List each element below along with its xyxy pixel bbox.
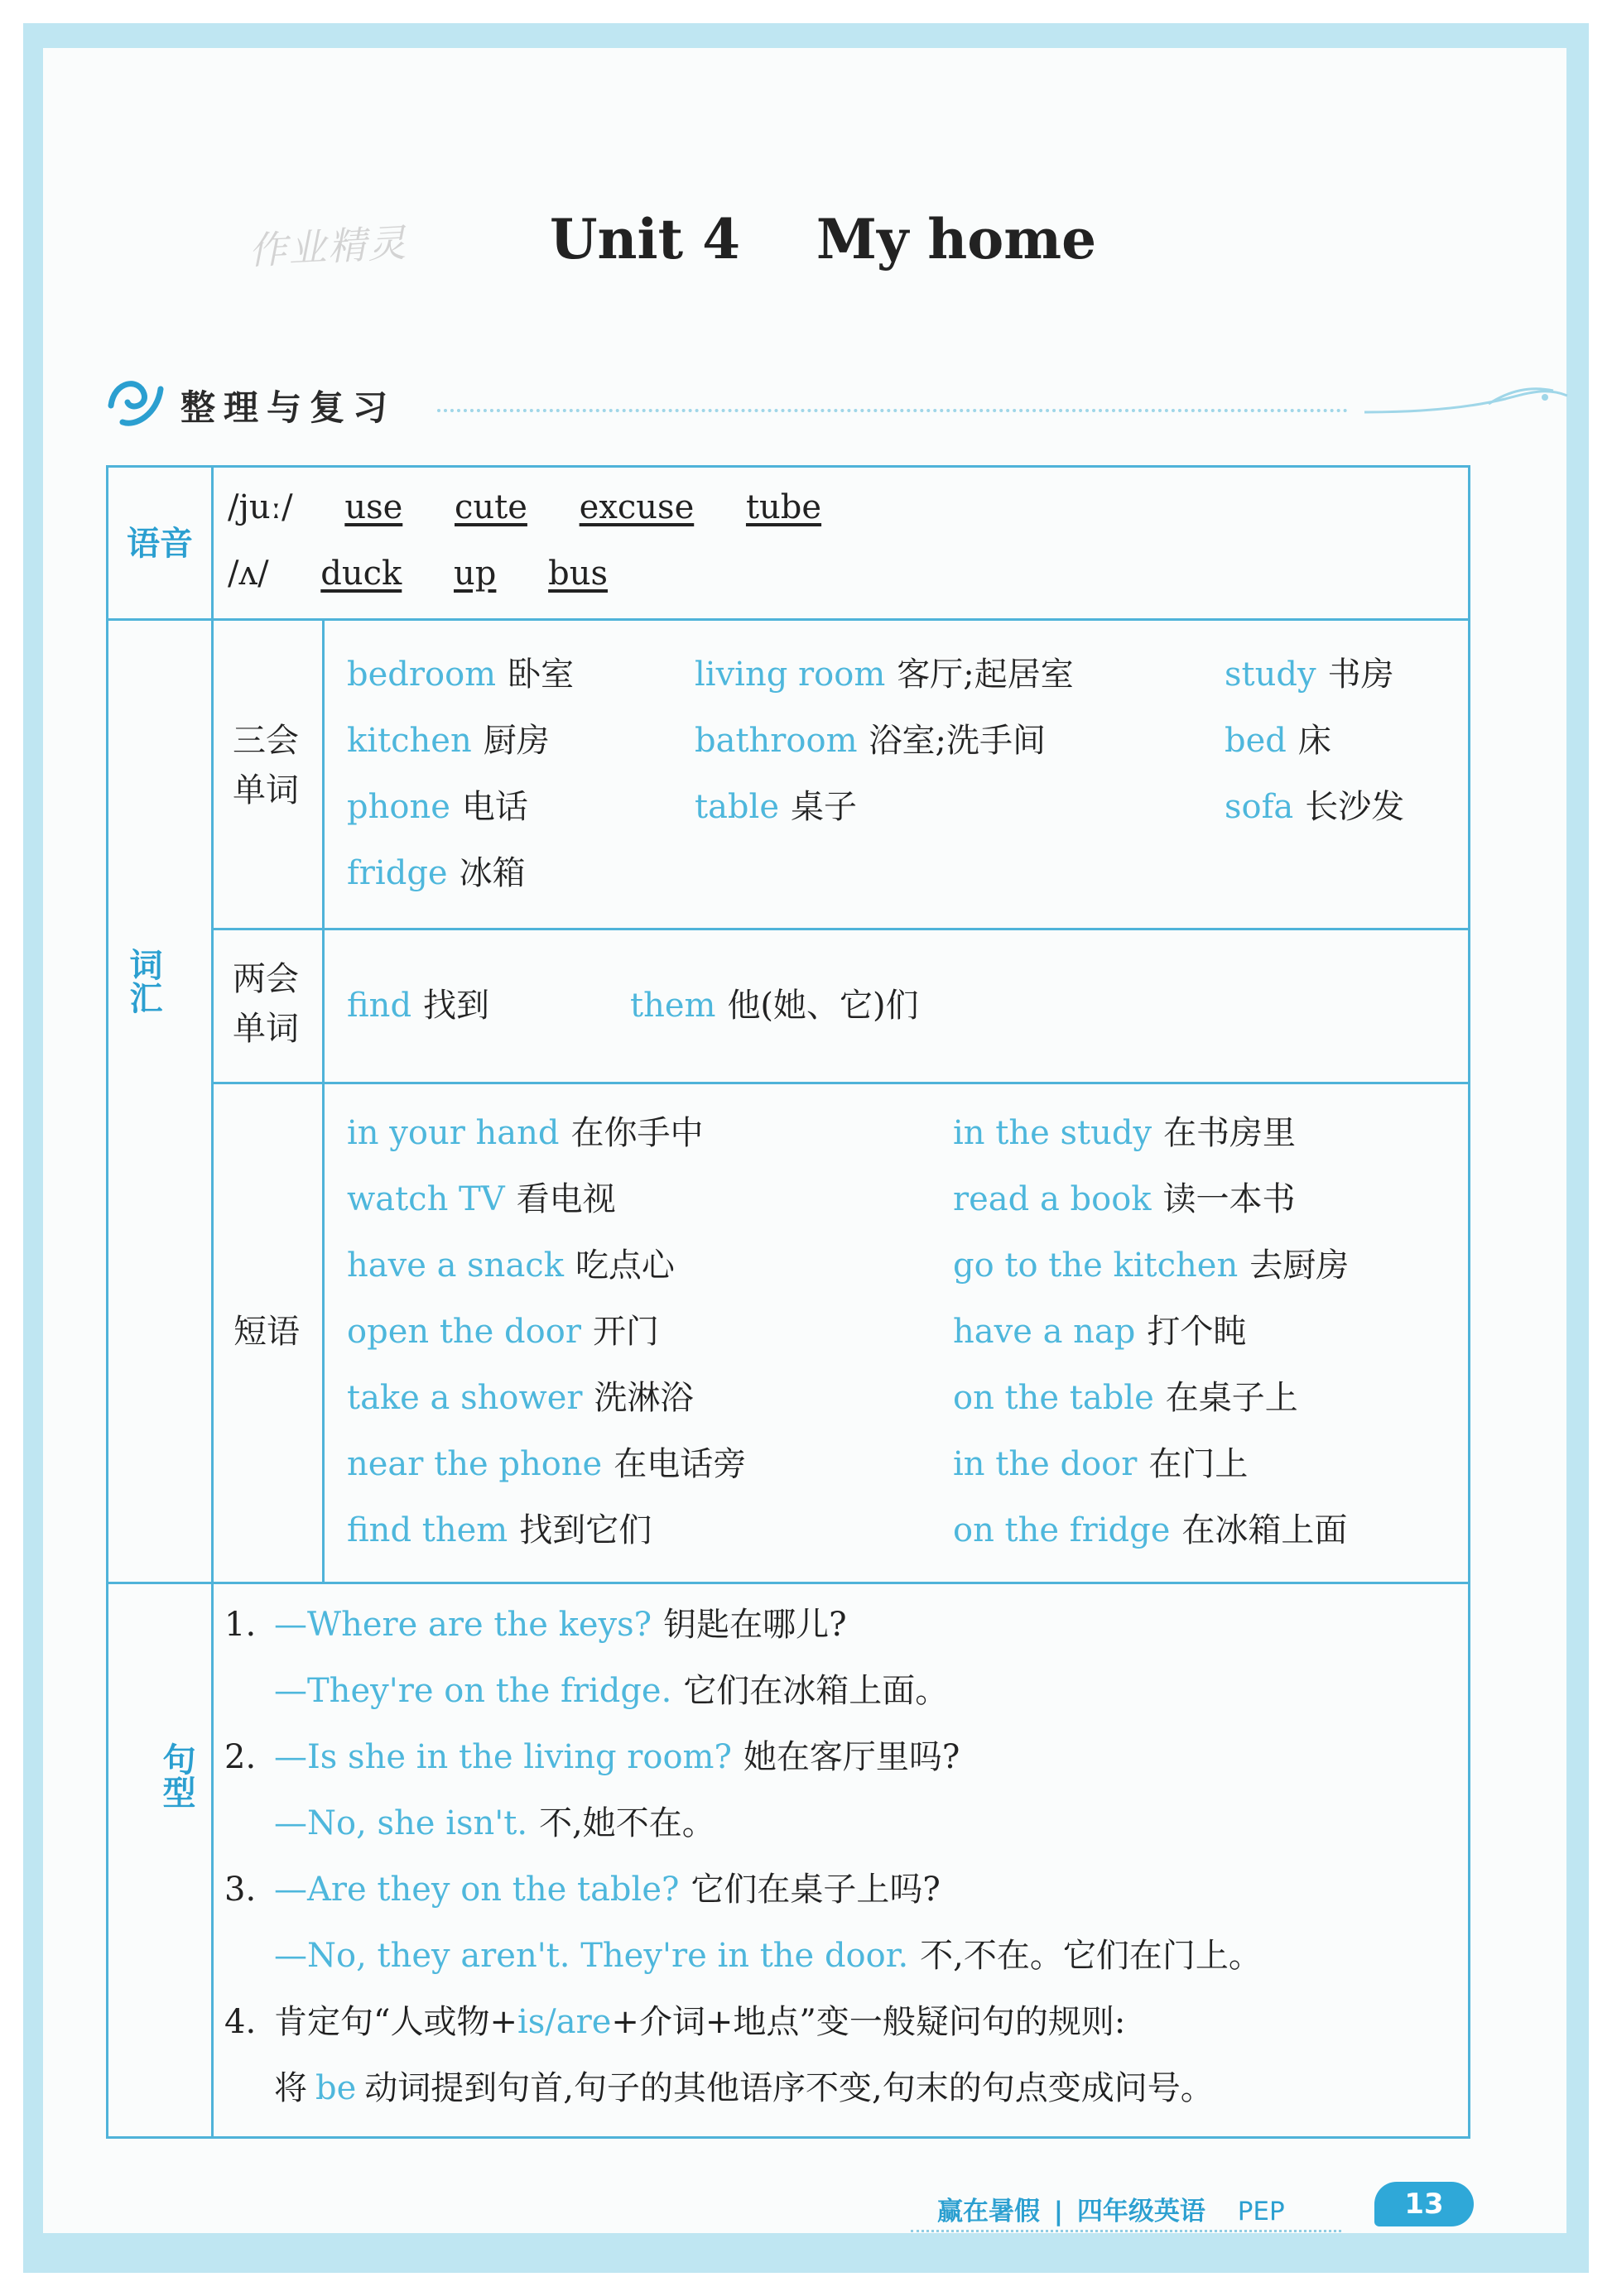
phrase-item: have a snack 吃点心 [347, 1246, 675, 1285]
grammar-rule: 4. 肯定句“人或物+is/are+介词+地点”变一般疑问句的规则: [224, 2003, 1126, 2041]
unit-title: Unit 4 My home [550, 207, 1097, 271]
sentence-answer: —No, they aren't. They're in the door. 不,不在。它们在门上。 [274, 1937, 1262, 1975]
phrases-label: 短语 [233, 1313, 300, 1351]
vocab-item: them 他(她、它)们 [630, 987, 919, 1025]
section-divider [437, 409, 1348, 412]
phrase-item: in the door 在门上 [953, 1445, 1249, 1483]
vocab-item: phone 电话 [347, 788, 528, 826]
phrase-item: find them 找到它们 [347, 1511, 652, 1549]
phrase-item: on the table 在桌子上 [953, 1379, 1298, 1417]
section-title: 整理与复习 [180, 387, 397, 428]
vocab-item: bathroom 浴室;洗手间 [695, 722, 1046, 760]
phrase-item: go to the kitchen 去厨房 [953, 1246, 1350, 1285]
grade-subject: 四年级英语 [1076, 2197, 1205, 2226]
footer-divider [911, 2230, 1341, 2232]
vocab-item: bedroom 卧室 [347, 656, 575, 694]
phonetic-symbol: /ʌ/ [228, 555, 269, 593]
phrase-item: near the phone 在电话旁 [347, 1445, 747, 1483]
swirl-icon [106, 372, 166, 430]
row-divider [108, 1582, 1468, 1584]
page-number: 13 [1374, 2182, 1474, 2226]
book-title: 赢在暑假 [937, 2197, 1040, 2226]
phrase-item: in your hand 在你手中 [347, 1114, 704, 1152]
col-divider [322, 618, 325, 1582]
category-vocab: 词汇 [124, 948, 162, 1014]
core-words-label: 三会单词 [233, 722, 299, 809]
row-divider [108, 618, 1468, 621]
watermark-logo: 作业精灵 [247, 220, 409, 273]
sentence-question: 1. —Where are the keys? 钥匙在哪儿? [224, 1606, 847, 1644]
vocab-item: table 桌子 [695, 788, 857, 826]
vocab-item: find 找到 [347, 987, 490, 1025]
vocab-item: bed 床 [1225, 722, 1331, 760]
grammar-rule: 将 be 动词提到句首,句子的其他语序不变,句末的句点变成问号。 [274, 2069, 1214, 2107]
phonics-word: cute [455, 488, 527, 526]
edition-label: PEP [1237, 2197, 1285, 2226]
row-divider [211, 928, 1468, 930]
phrase-item: have a nap 打个盹 [953, 1313, 1247, 1351]
phonics-word: excuse [579, 488, 695, 526]
phonics-word: bus [548, 555, 609, 593]
sentence-answer: —No, she isn't. 不,她不在。 [274, 1804, 715, 1842]
phrase-item: take a shower 洗淋浴 [347, 1379, 694, 1417]
phrase-item: in the study 在书房里 [953, 1114, 1297, 1152]
phonics-row [228, 488, 863, 527]
vocab-item: sofa 长沙发 [1225, 788, 1405, 826]
wave-icon [1364, 379, 1571, 420]
phrase-item: watch TV 看电视 [347, 1180, 616, 1218]
category-sentences: 句型 [157, 1742, 195, 1808]
vocab-item: kitchen 厨房 [347, 722, 550, 760]
phrase-item: read a book 读一本书 [953, 1180, 1296, 1218]
section-header [106, 372, 1464, 430]
sentence-question: 2. —Is she in the living room? 她在客厅里吗? [224, 1738, 960, 1776]
phonics-word: duck [320, 555, 402, 593]
phonics-word: use [344, 488, 403, 526]
footer-book-info [937, 2190, 1285, 2227]
vocab-item: fridge 冰箱 [347, 854, 526, 892]
extra-words-label: 两会单词 [233, 960, 299, 1048]
vocab-item: living room 客厅;起居室 [695, 656, 1074, 694]
col-divider [211, 468, 214, 2136]
phrase-item: open the door 开门 [347, 1313, 659, 1351]
sentence-answer: —They're on the fridge. 它们在冰箱上面。 [274, 1672, 949, 1710]
phonics-word: up [454, 555, 497, 593]
phrase-item: on the fridge 在冰箱上面 [953, 1511, 1348, 1549]
footer-separator: | [1053, 2197, 1064, 2226]
review-table [106, 465, 1470, 2139]
category-phonics: 语音 [127, 525, 193, 563]
phonetic-symbol: /juː/ [228, 488, 293, 526]
phonics-row [228, 554, 649, 593]
row-divider [211, 1082, 1468, 1084]
vocab-item: study 书房 [1225, 656, 1394, 694]
phonics-word: tube [745, 488, 822, 526]
sentence-question: 3. —Are they on the table? 它们在桌子上吗? [224, 1871, 941, 1909]
